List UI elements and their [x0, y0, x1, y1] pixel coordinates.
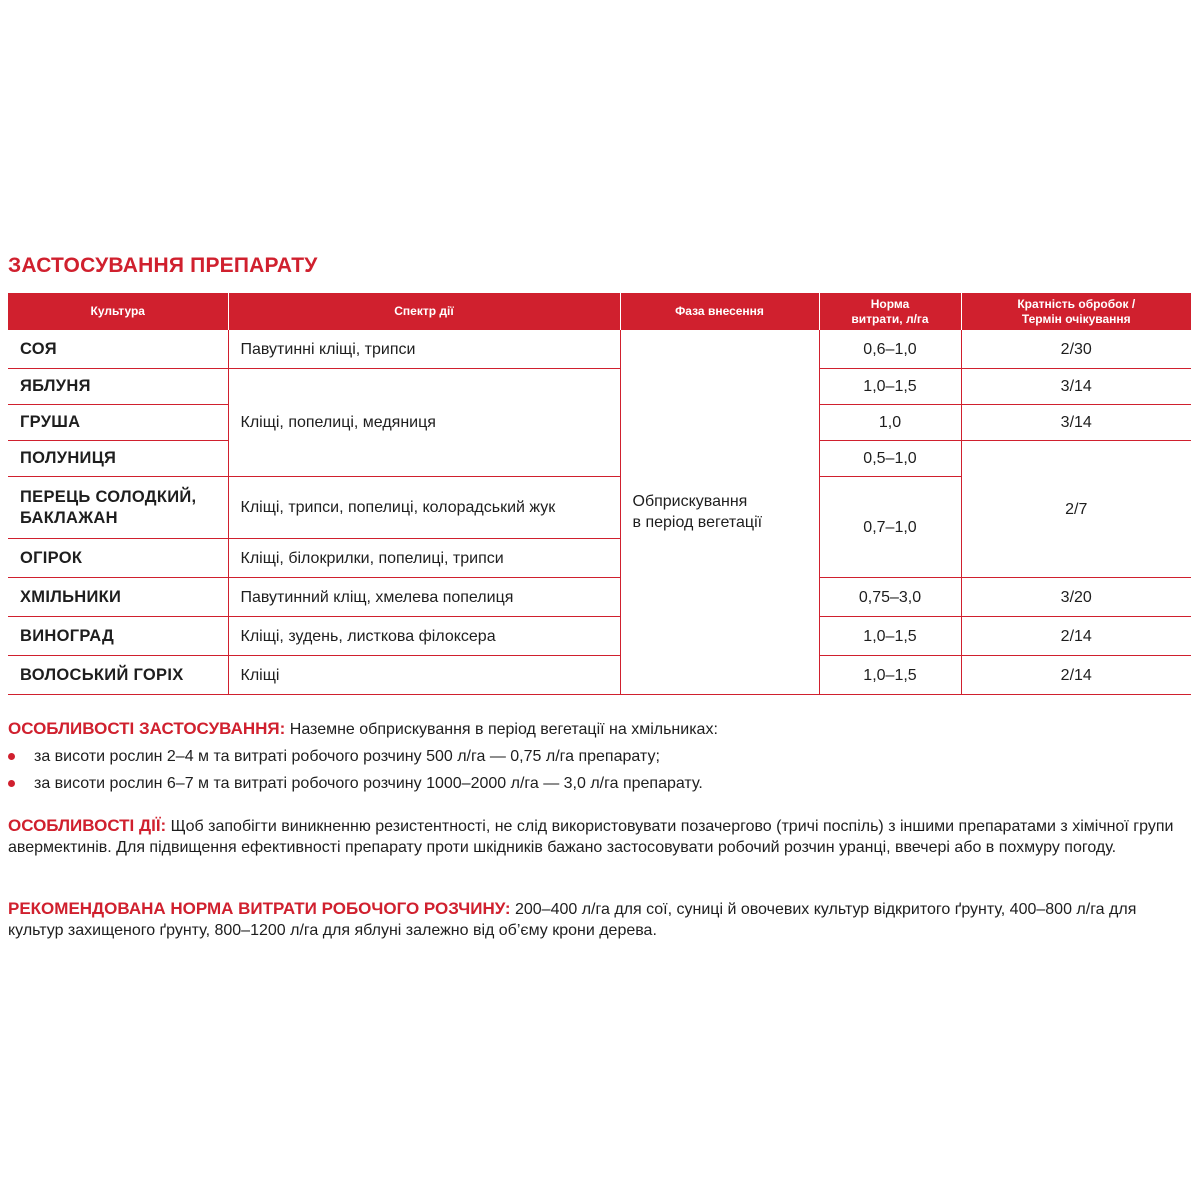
action-label: ОСОБЛИВОСТІ ДІЇ: [8, 816, 167, 835]
table-row [8, 330, 1191, 369]
spectrum-cell: Кліщі, зудень, листкова філоксера [228, 617, 620, 656]
header-spectrum: Спектр дії [228, 293, 620, 330]
header-crop: Культура [8, 293, 228, 330]
spectrum-cell: Кліщі, трипси, попелиці, колорадський жук [228, 477, 620, 539]
bullet-icon [8, 780, 15, 787]
recommended-text: 200–400 л/га для сої, суниці й овочевих культур відкритого ґрунту, 400–800 л/га для культур захищеного ґрунту, 800–1200 л/га для яблуні залежно від об’єму крони дерева. [8, 901, 1137, 939]
crop-cell: ХМІЛЬНИКИ [8, 578, 228, 617]
rate-cell: 1,0–1,5 [819, 369, 961, 405]
page-title: ЗАСТОСУВАННЯ ПРЕПАРАТУ [8, 254, 318, 277]
usage-label: ОСОБЛИВОСТІ ЗАСТОСУВАННЯ: [8, 719, 286, 738]
phase-line1: Обприскування [632, 493, 748, 510]
spectrum-cell: Кліщі, білокрилки, попелиці, трипси [228, 539, 620, 578]
usage-paragraph [8, 718, 1194, 740]
rate-cell: 0,5–1,0 [819, 441, 961, 477]
frequency-cell: 3/14 [961, 369, 1191, 405]
table-row [8, 578, 1191, 617]
frequency-cell: 3/14 [961, 405, 1191, 441]
frequency-cell: 2/14 [961, 656, 1191, 695]
rate-cell: 0,6–1,0 [819, 330, 961, 369]
phase-line2: в період вегетації [632, 514, 763, 531]
spectrum-cell: Павутинні кліщі, трипси [228, 330, 620, 369]
header-rate [819, 293, 961, 330]
rate-cell: 0,75–3,0 [819, 578, 961, 617]
crop-cell: ЯБЛУНЯ [8, 369, 228, 405]
crop-cell [8, 477, 228, 539]
rate-cell: 1,0–1,5 [819, 617, 961, 656]
table-header-row [8, 293, 1191, 330]
crop-cell: ОГІРОК [8, 539, 228, 578]
action-paragraph [8, 815, 1194, 858]
recommended-label: РЕКОМЕНДОВАНА НОРМА ВИТРАТИ РОБОЧОГО РОЗЧИНУ: [8, 899, 511, 918]
spectrum-cell: Павутинний кліщ, хмелева попелиця [228, 578, 620, 617]
rate-cell: 0,7–1,0 [819, 477, 961, 578]
table-row [8, 617, 1191, 656]
header-rate-line1: Норма [870, 296, 910, 311]
crop-cell: СОЯ [8, 330, 228, 369]
rate-cell: 1,0–1,5 [819, 656, 961, 695]
application-table [8, 293, 1191, 695]
frequency-cell: 2/7 [961, 441, 1191, 578]
table-row [8, 656, 1191, 695]
crop-cell: ВИНОГРАД [8, 617, 228, 656]
crop-cell: ПОЛУНИЦЯ [8, 441, 228, 477]
spectrum-cell: Кліщі, попелиці, медяниця [228, 369, 620, 477]
crop-line1: ПЕРЕЦЬ СОЛОДКИЙ, [20, 487, 197, 506]
rate-cell: 1,0 [819, 405, 961, 441]
list-item-text: за висоти рослин 2–4 м та витраті робочого розчину 500 л/га — 0,75 л/га препарату; [34, 748, 660, 765]
bullet-icon [8, 753, 15, 760]
list-item-text: за висоти рослин 6–7 м та витраті робочого розчину 1000–2000 л/га — 3,0 л/га препарату. [34, 775, 703, 792]
table-row [8, 369, 1191, 405]
frequency-cell: 3/20 [961, 578, 1191, 617]
phase-cell [620, 330, 819, 695]
header-phase: Фаза внесення [620, 293, 819, 330]
crop-line2: БАКЛАЖАН [20, 508, 118, 527]
crop-cell: ВОЛОСЬКИЙ ГОРІХ [8, 656, 228, 695]
crop-cell: ГРУША [8, 405, 228, 441]
action-text: Щоб запобігти виникненню резистентності, не слід використовувати позачергово (тричі поспіль) з іншими препаратами з хімічної групи авермектинів. Для підвищення ефективності препарату проти шкідників бажано застосовувати робочий розчин уранці, ввечері або в похмуру погоду. [8, 818, 1174, 856]
recommended-paragraph [8, 898, 1194, 941]
header-frequency-line2: Термін очікування [1021, 311, 1131, 326]
header-frequency [961, 293, 1191, 330]
frequency-cell: 2/14 [961, 617, 1191, 656]
usage-text: Наземне обприскування в період вегетації на хмільниках: [285, 721, 718, 738]
spectrum-cell: Кліщі [228, 656, 620, 695]
frequency-cell: 2/30 [961, 330, 1191, 369]
header-frequency-line1: Кратність обробок / [1017, 296, 1136, 311]
header-rate-line2: витрати, л/га [851, 311, 929, 326]
